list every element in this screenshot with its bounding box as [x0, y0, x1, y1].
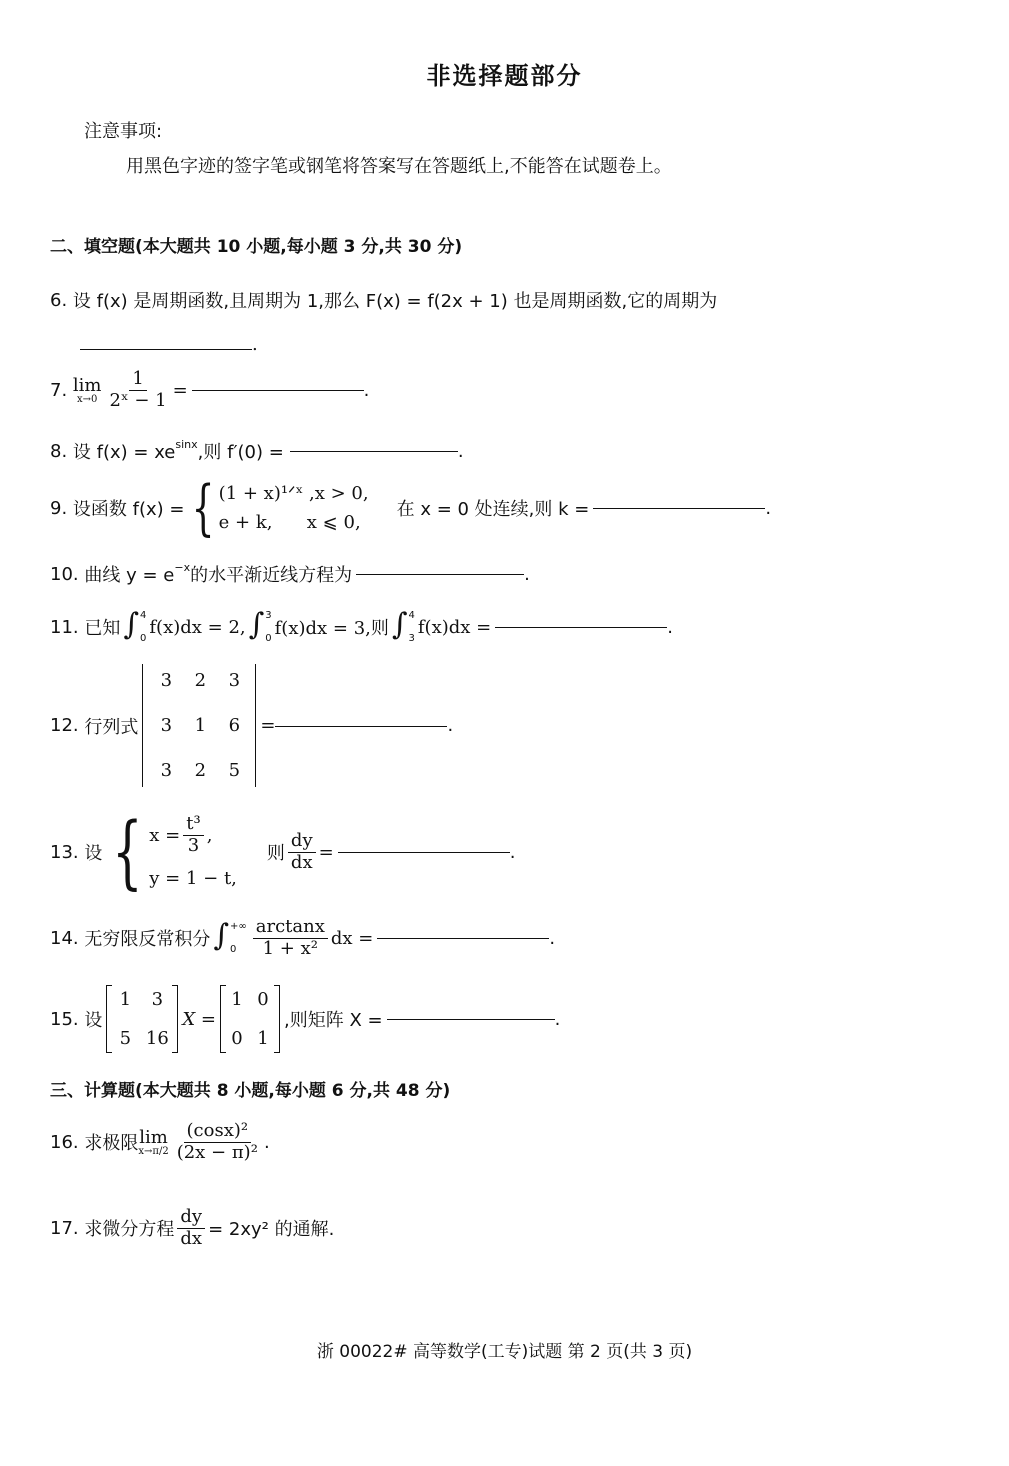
equals-sign: =	[318, 841, 334, 863]
integral-1-body: f(x)dx = 2,	[149, 616, 246, 638]
question-8: 8. 设 f(x) = xe $^{sinx}$ ,则 f′(0) = .	[50, 438, 464, 463]
notice-heading: 注意事项:	[84, 121, 163, 142]
equals-sign: =	[260, 715, 276, 736]
question-14: 14. 无穷限反常积分 ∫ +∞ 0 $\frac{\arctan x}{\text{1 + x²}}$ dx = .	[50, 916, 556, 959]
fraction-numerator: (cosx)²	[184, 1122, 252, 1143]
question-text-2: dx =	[330, 927, 374, 949]
question-number: 12.	[50, 715, 79, 736]
question-number: 17.	[50, 1217, 79, 1239]
matrix-cell: 1	[231, 989, 243, 1010]
determinant-matrix	[142, 664, 256, 787]
answer-blank[interactable]	[192, 389, 364, 391]
matrix-cell: 2	[194, 670, 207, 691]
integral-3-body: f(x)dx =	[417, 616, 492, 638]
question-6-answer-line: .	[80, 334, 258, 355]
parametric-cases	[149, 815, 237, 889]
notice-text: 用黑色字迹的签字笔或钢笔将答案写在答题纸上,不能答在试题卷上。	[126, 156, 672, 177]
fraction-denominator: dx	[180, 1227, 203, 1249]
derivative-fraction	[177, 1208, 205, 1249]
question-text: 设	[84, 843, 103, 864]
question-text-2: = 2xy² 的通解.	[208, 1219, 335, 1241]
matrix-b	[220, 985, 280, 1053]
matrix-x-label: X =	[182, 1008, 216, 1030]
limit-operator: lim	[139, 1127, 168, 1149]
fraction-denominator: 2ˣ − 1	[109, 389, 167, 411]
brace-symbol: {	[112, 805, 144, 898]
question-15: 15. 设 1 3 5 16 X = 1 0 0 1 ,则矩阵 X = .	[50, 985, 560, 1053]
answer-blank[interactable]	[290, 450, 458, 452]
question-11: 11. 已知 ∫ 4 0 f(x)dx = 2, ∫ 3 0 f(x)dx = 3,则 ∫ 4 3 f(x)dx = .	[50, 607, 673, 644]
question-number: 11.	[50, 616, 79, 638]
limit-expression	[73, 375, 102, 405]
y-equation: y = 1 − t,	[149, 867, 237, 889]
question-number: 10.	[50, 563, 79, 585]
question-13: 13. 设 { x = $\frac{\text{t³}}{3}$ , y = 1 − t, 则 $\frac{dy}{dx}$ = .	[50, 805, 516, 898]
fraction-denominator: (2x − π)²	[176, 1141, 258, 1163]
matrix-cell: 3	[160, 715, 173, 736]
matrix-cell: 1	[257, 1028, 269, 1049]
integral: ∫ +∞ 0	[213, 918, 247, 956]
question-text: 已知	[84, 618, 121, 639]
exponent: sinx	[175, 438, 198, 451]
page-title: 非选择题部分	[426, 62, 583, 90]
fraction-denominator: 3	[187, 835, 200, 856]
matrix-cell: 0	[257, 989, 269, 1010]
comma: ,	[206, 825, 213, 846]
question-text: 行列式	[84, 716, 139, 738]
matrix-cell: 6	[228, 715, 241, 736]
question-text: 无穷限反常积分	[84, 929, 211, 951]
matrix-cell: 3	[151, 989, 164, 1010]
fraction-denominator: dx	[290, 851, 313, 873]
question-7: 7. lim x→0 $\frac{1}{\text{2ˣ − 1}}$ = .	[50, 368, 370, 411]
matrix-cell: 5	[119, 1028, 132, 1049]
question-6	[50, 287, 717, 313]
limit-subscript: x→0	[77, 394, 98, 406]
question-number: 13.	[50, 841, 79, 863]
question-number: 15.	[50, 1008, 79, 1030]
fraction	[183, 815, 203, 856]
question-text-2: ,则矩阵 X =	[284, 1010, 383, 1031]
page-footer: 浙 00022# 高等数学(工专)试题 第 2 页(共 3 页)	[316, 1342, 693, 1362]
case-2: e + k, x ⩽ 0,	[218, 512, 361, 533]
integral-1: ∫ 4 0	[123, 607, 147, 644]
answer-blank[interactable]	[356, 573, 524, 575]
derivative-fraction	[288, 829, 316, 873]
question-number: 6.	[50, 289, 68, 311]
answer-blank[interactable]	[377, 937, 549, 939]
x-equation: x =	[149, 825, 181, 846]
limit-expression	[138, 1127, 168, 1157]
matrix-cell: 1	[119, 989, 132, 1010]
limit-operator: lim	[72, 375, 102, 397]
period: .	[263, 1131, 270, 1153]
matrix-cell: 3	[228, 670, 241, 691]
matrix-cell: 3	[160, 760, 173, 781]
integral-2: ∫ 3 0	[248, 607, 272, 644]
matrix-cell: 2	[194, 760, 207, 781]
question-12: 12. 行列式 3 2 3 3 1 6 3 2 5 = .	[50, 664, 453, 787]
integral-2-body: f(x)dx = 3,则	[274, 618, 389, 639]
fraction-denominator: 1 + x²	[262, 937, 318, 959]
question-text-2: ,则 f′(0) =	[197, 442, 284, 463]
answer-blank[interactable]	[387, 1018, 555, 1020]
fraction	[253, 918, 328, 959]
question-number: 14.	[50, 927, 79, 949]
fraction-numerator: 1	[129, 370, 146, 391]
question-text: 设	[84, 1010, 103, 1031]
matrix-cell: 1	[194, 715, 207, 736]
piecewise-cases	[219, 483, 369, 533]
question-text: 曲线 y = e	[84, 565, 175, 586]
integral-3: ∫ 4 3	[391, 607, 415, 644]
question-text: 设函数 f(x) =	[72, 499, 185, 520]
fraction	[107, 370, 170, 411]
question-number: 9.	[50, 497, 68, 519]
matrix-cell: 3	[160, 670, 173, 691]
matrix-a	[106, 985, 178, 1053]
question-text: 求微分方程	[84, 1219, 175, 1241]
fraction-numerator: dy	[288, 832, 316, 853]
answer-blank[interactable]	[593, 507, 765, 509]
question-10: 10. 曲线 y = e $^{-x}$ 的水平渐近线方程为 .	[50, 561, 530, 586]
question-text-2: 的水平渐近线方程为	[190, 565, 353, 586]
exponent: −x	[174, 561, 191, 574]
answer-blank[interactable]	[275, 725, 447, 727]
question-9: 9. 设函数 f(x) = { (1 + x)¹ᐟˣ ,x > 0, e + k, x ⩽ 0, 在 x = 0 处连续,则 k = .	[50, 473, 772, 543]
equals-sign: =	[172, 379, 188, 401]
question-number: 7.	[50, 379, 68, 401]
question-17	[50, 1208, 334, 1249]
fraction-numerator: t³	[183, 815, 203, 836]
fraction	[174, 1122, 261, 1163]
question-text-2: 在 x = 0 处连续,则 k =	[396, 499, 590, 520]
fraction-numerator: arctanx	[253, 918, 328, 939]
question-number: 16.	[50, 1131, 79, 1153]
matrix-cell: 16	[145, 1028, 169, 1049]
section-fill-in-title: 二、填空题(本大题共 10 小题,每小题 3 分,共 30 分)	[50, 237, 463, 257]
question-text: 设 f(x) = xe	[72, 442, 176, 463]
question-text: 求极限	[84, 1133, 139, 1155]
limit-subscript: x→π/2	[138, 1146, 169, 1158]
section-calculation-title: 三、计算题(本大题共 8 小题,每小题 6 分,共 48 分)	[50, 1081, 451, 1101]
question-text-2: 则	[266, 843, 285, 864]
question-number: 8.	[50, 440, 68, 462]
case-1: (1 + x)¹ᐟˣ ,x > 0,	[218, 483, 369, 504]
brace-symbol: {	[192, 473, 216, 543]
answer-blank[interactable]	[495, 626, 667, 628]
fraction-numerator: dy	[177, 1208, 205, 1229]
question-text: 设 f(x) 是周期函数,且周期为 1,那么 F(x) = f(2x + 1) 也是周期函数,它的周期为	[72, 291, 718, 312]
question-16	[50, 1122, 270, 1163]
matrix-cell: 5	[228, 760, 241, 781]
matrix-cell: 0	[231, 1028, 243, 1049]
answer-blank[interactable]	[338, 851, 510, 853]
